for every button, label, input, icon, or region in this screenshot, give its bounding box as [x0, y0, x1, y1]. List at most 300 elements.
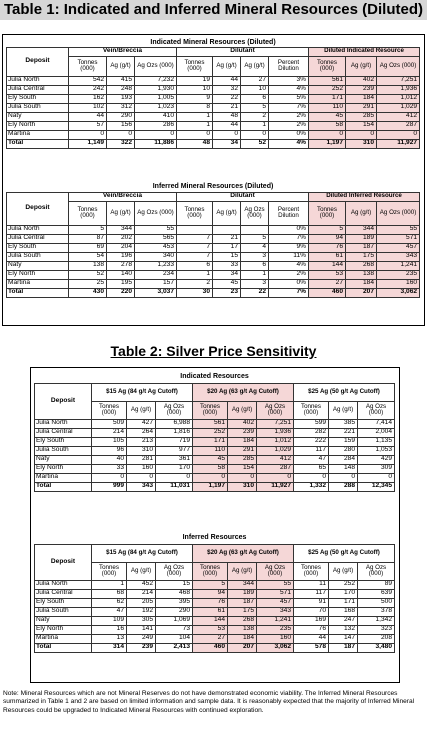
value-cell: 44 [213, 76, 241, 85]
column-header: Ag (g/t) [107, 56, 135, 76]
value-cell: 7% [269, 103, 309, 112]
column-header: Tonnes (000) [309, 201, 346, 225]
value-cell: 138 [228, 625, 257, 634]
value-cell: 168 [329, 607, 358, 616]
value-cell: 21 [213, 234, 241, 243]
deposit-cell: Julia North [7, 225, 69, 234]
value-cell: 7,414 [358, 419, 395, 428]
column-header: Tonnes (000) [294, 401, 329, 419]
value-cell: 175 [346, 252, 377, 261]
value-cell: 62 [92, 598, 127, 607]
column-header: Ag Ozs (000) [135, 201, 177, 225]
value-cell: 0 [135, 130, 177, 139]
value-cell: 144 [309, 261, 346, 270]
value-cell: 252 [329, 580, 358, 589]
column-header: Ag (g/t) [329, 401, 358, 419]
value-cell: 565 [135, 234, 177, 243]
deposit-cell: Total [35, 643, 92, 652]
value-cell [177, 225, 213, 234]
value-cell: 0 [257, 473, 294, 482]
table-row [35, 428, 395, 437]
table-row [7, 243, 420, 252]
value-cell: 344 [107, 225, 135, 234]
value-cell: 5 [309, 225, 346, 234]
table-row [35, 589, 395, 598]
deposit-cell: Martina [7, 279, 69, 288]
value-cell: 322 [107, 139, 135, 148]
value-cell: 5 [69, 225, 107, 234]
value-cell: 170 [156, 464, 193, 473]
value-cell: 16 [92, 625, 127, 634]
value-cell: 57 [69, 121, 107, 130]
value-cell: 19 [177, 76, 213, 85]
value-cell: 0 [228, 473, 257, 482]
value-cell: 0 [241, 130, 269, 139]
column-header: Tonnes (000) [69, 201, 107, 225]
value-cell: 207 [346, 288, 377, 297]
value-cell: 148 [329, 464, 358, 473]
table-row [35, 580, 395, 589]
column-header: Tonnes (000) [193, 562, 228, 580]
value-cell: 719 [156, 437, 193, 446]
column-header: Ag Ozs (000) [241, 201, 269, 225]
value-cell: 3% [269, 76, 309, 85]
table-row [35, 419, 395, 428]
column-header: Tonnes (000) [177, 201, 213, 225]
value-cell: 429 [358, 455, 395, 464]
value-cell: 1,342 [358, 616, 395, 625]
table-row [7, 279, 420, 288]
value-cell: 55 [377, 225, 420, 234]
value-cell: 1,023 [135, 103, 177, 112]
deposit-cell: Naty [35, 455, 92, 464]
table-row [35, 473, 395, 482]
value-cell: 268 [228, 616, 257, 625]
deposit-cell: Julia South [7, 103, 69, 112]
value-cell: 284 [329, 455, 358, 464]
deposit-cell: Naty [7, 112, 69, 121]
deposit-cell: Ely South [7, 94, 69, 103]
value-cell: 21 [213, 103, 241, 112]
value-cell: 235 [257, 625, 294, 634]
value-cell: 207 [228, 643, 257, 652]
group-header: Dilutant [177, 47, 309, 56]
deposit-cell: Total [35, 482, 92, 491]
value-cell: 11,927 [257, 482, 294, 491]
deposit-cell: Julia Central [7, 85, 69, 94]
value-cell: 196 [107, 252, 135, 261]
value-cell: 159 [329, 437, 358, 446]
value-cell: 117 [294, 589, 329, 598]
deposit-header: Deposit [7, 47, 69, 76]
footnote: Note: Mineral Resources which are not Mineral Reserves do not have demonstrated economic viability. The Inferred Mineral Resources summarized in Table 1 and 2 are based on limited information and sample data. It is reasonably expected that the majority of Inferred Mineral Resources could be upgraded to Indicated Mineral Resources with continued exploration. [3, 690, 415, 714]
value-cell: 310 [127, 446, 156, 455]
value-cell: 208 [358, 634, 395, 643]
value-cell: 7,251 [377, 76, 420, 85]
value-cell: 104 [156, 634, 193, 643]
value-cell: 239 [127, 643, 156, 652]
value-cell: 10 [241, 85, 269, 94]
value-cell: 280 [329, 446, 358, 455]
value-cell: 2 [177, 279, 213, 288]
value-cell [241, 225, 269, 234]
value-cell: 5 [241, 234, 269, 243]
column-header: Tonnes (000) [69, 56, 107, 76]
deposit-cell: Julia Central [35, 428, 92, 437]
column-header: Tonnes (000) [294, 562, 329, 580]
value-cell: 1,241 [377, 261, 420, 270]
table-caption: Inferred Resources [182, 534, 247, 542]
table1-title: Table 1: Indicated and Inferred Mineral Resources (Diluted) [0, 0, 427, 20]
column-header: Ag (g/t) [346, 201, 377, 225]
value-cell: 195 [107, 279, 135, 288]
value-cell: 11,927 [377, 139, 420, 148]
table-row [7, 103, 420, 112]
value-cell: 221 [329, 428, 358, 437]
value-cell: 70 [294, 607, 329, 616]
deposit-cell: Julia North [35, 580, 92, 589]
column-header: Ag Ozs (000) [135, 56, 177, 76]
group-header: $20 Ag (63 g/t Ag Cutoff) [193, 383, 294, 401]
value-cell: 69 [69, 243, 107, 252]
group-header: Dilutant [177, 192, 309, 201]
table1-indicated [6, 38, 420, 149]
deposit-cell: Martina [35, 473, 92, 482]
value-cell: 10 [177, 85, 213, 94]
value-cell: 0 [156, 473, 193, 482]
deposit-cell: Julia North [35, 419, 92, 428]
value-cell: 1,012 [257, 437, 294, 446]
value-cell: 11% [269, 252, 309, 261]
value-cell: 187 [228, 598, 257, 607]
column-header: Ag (g/t) [127, 401, 156, 419]
value-cell: 0 [346, 130, 377, 139]
value-cell: 213 [127, 437, 156, 446]
value-cell: 312 [107, 103, 135, 112]
value-cell: 34 [213, 270, 241, 279]
value-cell: 1,135 [358, 437, 395, 446]
value-cell: 22 [213, 94, 241, 103]
value-cell: 15 [213, 252, 241, 261]
value-cell: 1,029 [257, 446, 294, 455]
value-cell: 7,232 [135, 76, 177, 85]
value-cell: 11,886 [135, 139, 177, 148]
value-cell: 4% [269, 261, 309, 270]
value-cell: 252 [309, 85, 346, 94]
value-cell: 7 [177, 234, 213, 243]
value-cell: 286 [135, 121, 177, 130]
value-cell: 247 [329, 616, 358, 625]
value-cell: 310 [346, 139, 377, 148]
table-row [35, 625, 395, 634]
value-cell: 2,413 [156, 643, 193, 652]
value-cell: 468 [156, 589, 193, 598]
value-cell: 187 [329, 643, 358, 652]
value-cell: 58 [193, 464, 228, 473]
value-cell: 45 [213, 279, 241, 288]
value-cell: 235 [377, 270, 420, 279]
value-cell: 76 [294, 625, 329, 634]
value-cell: 5% [269, 94, 309, 103]
table-row [7, 94, 420, 103]
value-cell: 147 [329, 634, 358, 643]
column-header: Ag (g/t) [228, 562, 257, 580]
group-header: $25 Ag (50 g/t Ag Cutoff) [294, 383, 395, 401]
value-cell: 249 [127, 634, 156, 643]
value-cell: 170 [329, 589, 358, 598]
deposit-header: Deposit [35, 383, 92, 419]
value-cell: 291 [346, 103, 377, 112]
total-row [7, 139, 420, 148]
value-cell: 184 [228, 634, 257, 643]
value-cell: 184 [346, 279, 377, 288]
value-cell: 288 [329, 482, 358, 491]
value-cell: 55 [135, 225, 177, 234]
value-cell: 160 [377, 279, 420, 288]
column-header: Ag Ozs (000) [358, 562, 395, 580]
value-cell: 89 [358, 580, 395, 589]
value-cell: 1,233 [135, 261, 177, 270]
value-cell: 287 [377, 121, 420, 130]
value-cell: 11,031 [156, 482, 193, 491]
value-cell: 144 [193, 616, 228, 625]
value-cell: 415 [107, 76, 135, 85]
value-cell: 561 [309, 76, 346, 85]
value-cell: 27 [193, 634, 228, 643]
value-cell: 561 [193, 419, 228, 428]
value-cell: 0 [377, 130, 420, 139]
table-row [7, 270, 420, 279]
value-cell: 1,816 [156, 428, 193, 437]
value-cell: 385 [329, 419, 358, 428]
value-cell: 3,037 [135, 288, 177, 297]
table-row [7, 76, 420, 85]
value-cell: 323 [358, 625, 395, 634]
table-row [35, 464, 395, 473]
value-cell: 1,029 [377, 103, 420, 112]
value-cell: 7,251 [257, 419, 294, 428]
value-cell: 3,480 [358, 643, 395, 652]
value-cell: 154 [228, 464, 257, 473]
value-cell: 314 [92, 643, 127, 652]
value-cell: 162 [69, 94, 107, 103]
value-cell: 1,012 [377, 94, 420, 103]
value-cell: 8 [177, 103, 213, 112]
value-cell: 214 [92, 428, 127, 437]
deposit-cell: Julia South [35, 607, 92, 616]
deposit-cell: Ely North [35, 625, 92, 634]
value-cell: 48 [213, 112, 241, 121]
value-cell: 378 [358, 607, 395, 616]
value-cell: 234 [135, 270, 177, 279]
value-cell: 87 [69, 234, 107, 243]
value-cell: 2% [269, 270, 309, 279]
value-cell: 0 [193, 473, 228, 482]
value-cell: 27 [309, 279, 346, 288]
value-cell: 285 [346, 112, 377, 121]
column-header: Percent Dilution [269, 56, 309, 76]
value-cell: 310 [228, 482, 257, 491]
value-cell: 452 [127, 580, 156, 589]
value-cell: 94 [193, 589, 228, 598]
value-cell: 1,241 [257, 616, 294, 625]
value-cell: 500 [358, 598, 395, 607]
value-cell: 54 [69, 252, 107, 261]
value-cell: 0 [213, 130, 241, 139]
table-row [7, 252, 420, 261]
value-cell: 509 [92, 419, 127, 428]
table2-indicated [34, 371, 395, 492]
deposit-cell: Ely South [7, 243, 69, 252]
value-cell: 412 [377, 112, 420, 121]
value-cell: 361 [156, 455, 193, 464]
value-cell: 171 [329, 598, 358, 607]
value-cell: 571 [377, 234, 420, 243]
value-cell: 1 [177, 112, 213, 121]
value-cell: 239 [228, 428, 257, 437]
column-header: Ag (g/t) [127, 562, 156, 580]
table-row [7, 130, 420, 139]
deposit-cell: Julia Central [7, 234, 69, 243]
table-row [35, 437, 395, 446]
value-cell [213, 225, 241, 234]
value-cell: 578 [294, 643, 329, 652]
value-cell: 402 [228, 419, 257, 428]
value-cell: 160 [127, 464, 156, 473]
value-cell: 34 [213, 139, 241, 148]
deposit-cell: Naty [7, 261, 69, 270]
value-cell: 402 [346, 76, 377, 85]
value-cell: 33 [213, 261, 241, 270]
total-row [35, 482, 395, 491]
table-row [7, 261, 420, 270]
value-cell: 40 [92, 455, 127, 464]
value-cell: 132 [329, 625, 358, 634]
value-cell: 3,062 [257, 643, 294, 652]
value-cell: 977 [156, 446, 193, 455]
deposit-cell: Ely South [35, 437, 92, 446]
value-cell: 6,988 [156, 419, 193, 428]
table-row [35, 607, 395, 616]
value-cell: 45 [193, 455, 228, 464]
value-cell: 1,197 [193, 482, 228, 491]
value-cell: 9 [177, 94, 213, 103]
value-cell: 7% [269, 288, 309, 297]
value-cell: 27 [241, 76, 269, 85]
table2-title: Table 2: Silver Price Sensitivity [110, 343, 317, 359]
group-header: Vein/Breccia [69, 192, 177, 201]
value-cell: 571 [257, 589, 294, 598]
value-cell: 542 [69, 76, 107, 85]
value-cell: 457 [257, 598, 294, 607]
column-header: Ag (g/t) [241, 56, 269, 76]
value-cell: 44 [294, 634, 329, 643]
value-cell: 2% [269, 121, 309, 130]
value-cell: 0% [269, 225, 309, 234]
column-header: Ag Ozs (000) [377, 201, 420, 225]
group-header: $20 Ag (63 g/t Ag Cutoff) [193, 544, 294, 562]
deposit-cell: Ely North [35, 464, 92, 473]
table1-inferred [6, 182, 420, 298]
value-cell: 268 [346, 261, 377, 270]
value-cell: 117 [294, 446, 329, 455]
value-cell: 5 [241, 103, 269, 112]
value-cell: 141 [127, 625, 156, 634]
value-cell: 189 [346, 234, 377, 243]
value-cell: 48 [177, 139, 213, 148]
value-cell: 0 [92, 473, 127, 482]
value-cell: 32 [213, 85, 241, 94]
value-cell: 105 [92, 437, 127, 446]
deposit-header: Deposit [35, 544, 92, 580]
value-cell: 202 [107, 234, 135, 243]
value-cell: 395 [156, 598, 193, 607]
value-cell: 344 [228, 580, 257, 589]
value-cell: 1,149 [69, 139, 107, 148]
value-cell: 278 [107, 261, 135, 270]
value-cell: 0% [269, 130, 309, 139]
value-cell: 1 [241, 270, 269, 279]
value-cell: 58 [309, 121, 346, 130]
value-cell: 248 [107, 85, 135, 94]
value-cell: 1,930 [135, 85, 177, 94]
value-cell: 25 [69, 279, 107, 288]
column-header: Percent Dilution [269, 201, 309, 225]
table-row [7, 225, 420, 234]
deposit-cell: Julia North [7, 76, 69, 85]
group-header: Diluted Indicated Resource [309, 47, 420, 56]
value-cell: 242 [69, 85, 107, 94]
group-header: Diluted Inferred Resource [309, 192, 420, 201]
value-cell: 6 [241, 94, 269, 103]
value-cell: 94 [309, 234, 346, 243]
value-cell: 53 [309, 270, 346, 279]
value-cell: 457 [377, 243, 420, 252]
table-row [7, 85, 420, 94]
total-row [35, 643, 395, 652]
column-header: Ag Ozs (000) [257, 401, 294, 419]
value-cell: 4 [241, 243, 269, 252]
value-cell: 184 [228, 437, 257, 446]
column-header: Ag (g/t) [329, 562, 358, 580]
table-caption: Indicated Resources [180, 373, 249, 381]
table-row [35, 634, 395, 643]
table-row [7, 112, 420, 121]
value-cell: 189 [228, 589, 257, 598]
column-header: Ag (g/t) [213, 201, 241, 225]
value-cell: 220 [107, 288, 135, 297]
value-cell: 1,936 [377, 85, 420, 94]
table-row [35, 616, 395, 625]
value-cell: 410 [135, 112, 177, 121]
table-caption: Inferred Mineral Resources (Diluted) [152, 183, 274, 191]
value-cell: 171 [309, 94, 346, 103]
value-cell: 599 [294, 419, 329, 428]
value-cell: 214 [127, 589, 156, 598]
deposit-cell: Julia Central [35, 589, 92, 598]
deposit-cell: Martina [35, 634, 92, 643]
value-cell: 11 [294, 580, 329, 589]
value-cell: 157 [135, 279, 177, 288]
value-cell: 1,053 [358, 446, 395, 455]
column-header: Tonnes (000) [92, 401, 127, 419]
deposit-cell: Ely North [7, 270, 69, 279]
column-header: Tonnes (000) [92, 562, 127, 580]
total-row [7, 288, 420, 297]
value-cell: 412 [257, 455, 294, 464]
value-cell: 3 [241, 252, 269, 261]
value-cell: 281 [127, 455, 156, 464]
